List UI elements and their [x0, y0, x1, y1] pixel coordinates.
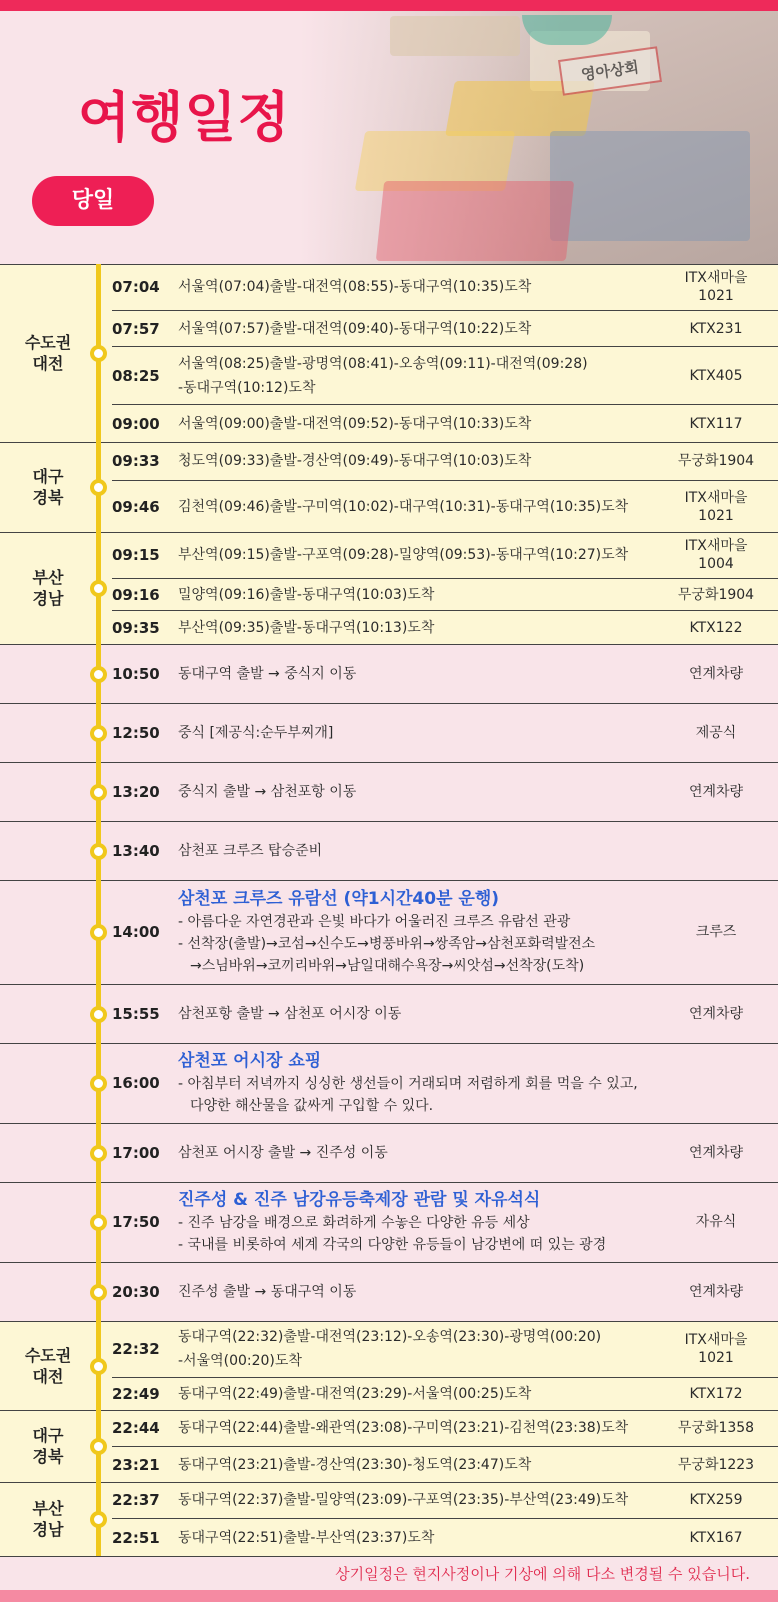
- fish-market-photo: [300, 11, 778, 264]
- train-number: KTX117: [689, 415, 743, 432]
- train-row: [112, 264, 778, 310]
- schedule-note: 연계차량: [688, 783, 744, 800]
- train-row: [112, 578, 778, 610]
- train-number: KTX167: [689, 1529, 743, 1546]
- schedule-desc: 중식 [제공식:순두부찌개]: [178, 724, 334, 741]
- departures-region-label: 부산 경남: [32, 568, 64, 608]
- train-time: 09:35: [112, 618, 160, 637]
- timeline-dot: [90, 784, 107, 801]
- train-row: [112, 442, 778, 480]
- schedule-note: 연계차량: [688, 1283, 744, 1300]
- train-route: 서울역(09:00)출발-대전역(09:52)-동대구역(10:33)도착: [178, 415, 532, 432]
- schedule-note: 제공식: [695, 724, 737, 741]
- schedule-desc: 삼천포 어시장 출발 → 진주성 이동: [178, 1144, 388, 1161]
- schedule-detail-line: - 아침부터 저녁까지 싱싱한 생선들이 거래되며 저렴하게 회를 먹을 수 있고,: [178, 1076, 638, 1092]
- timeline-dot: [90, 843, 107, 860]
- timeline-dot: [90, 580, 107, 597]
- schedule-time: 12:50: [112, 723, 160, 742]
- schedule-time: 14:00: [112, 923, 160, 941]
- schedule-desc: 동대구역 출발 → 중식지 이동: [178, 665, 357, 682]
- train-row: [112, 1410, 778, 1446]
- timeline-dot: [90, 479, 107, 496]
- train-row: [112, 1321, 778, 1377]
- schedule-note: 연계차량: [688, 665, 744, 682]
- train-time: 09:15: [112, 546, 160, 564]
- train-time: 22:51: [112, 1528, 160, 1547]
- schedule-desc: 중식지 출발 → 삼천포항 이동: [178, 783, 357, 800]
- schedule-time: 17:00: [112, 1143, 160, 1162]
- footer-notice: 상기일정은 현지사정이나 기상에 의해 다소 변경될 수 있습니다.: [0, 1556, 778, 1590]
- timeline-dot: [90, 1214, 107, 1231]
- schedule-detail-line: - 국내를 비롯하여 세계 각국의 다양한 유등들이 남강변에 떠 있는 광경: [178, 1237, 607, 1253]
- train-row: [112, 346, 778, 404]
- timeline-dot: [90, 1006, 107, 1023]
- train-time: 09:16: [112, 585, 160, 604]
- timeline-dot: [90, 345, 107, 362]
- schedule-time: 13:40: [112, 841, 160, 860]
- timeline-dot: [90, 1511, 107, 1528]
- train-number: 무궁화1223: [677, 1456, 755, 1473]
- train-number: KTX172: [689, 1386, 743, 1402]
- schedule-time: 10:50: [112, 664, 160, 683]
- train-route: 청도역(09:33)출발-경산역(09:49)-동대구역(10:03)도착: [178, 453, 532, 469]
- schedule-highlight-title: 삼천포 크루즈 유람선 (약1시간40분 운행): [178, 889, 500, 909]
- train-route: 서울역(07:04)출발-대전역(08:55)-동대구역(10:35)도착: [178, 279, 532, 295]
- timeline-dot: [90, 1145, 107, 1162]
- schedule-detail-line: 다양한 해산물을 값싸게 구입할 수 있다.: [190, 1098, 434, 1114]
- train-route: 서울역(08:25)출발-광명역(08:41)-오송역(09:11)-대전역(09:28) -동대구역(10:12)도착: [178, 355, 588, 396]
- train-route: 부산역(09:15)출발-구포역(09:28)-밀양역(09:53)-동대구역(10:27)도착: [178, 547, 629, 563]
- train-number: ITX새마을 1004: [684, 538, 748, 572]
- train-number: KTX231: [689, 320, 743, 337]
- train-number: 무궁화1904: [677, 586, 755, 603]
- train-route: 동대구역(22:32)출발-대전역(23:12)-오송역(23:30)-광명역(00:20) -서울역(00:20)도착: [178, 1329, 602, 1369]
- schedule-desc: 진주성 출발 → 동대구역 이동: [178, 1283, 357, 1300]
- page-title: 여행일정: [78, 86, 291, 149]
- schedule-time: 15:55: [112, 1004, 160, 1023]
- timeline-dot: [90, 1438, 107, 1455]
- schedule-highlight-title: 진주성 & 진주 남강유등축제장 관람 및 자유석식: [178, 1190, 541, 1210]
- timeline-dot: [90, 1075, 107, 1092]
- returns-region-label: 부산 경남: [32, 1499, 64, 1539]
- schedule-desc: [178, 1188, 668, 1256]
- schedule-item: [112, 703, 778, 762]
- train-time: 09:00: [112, 414, 160, 433]
- train-row: [112, 310, 778, 346]
- timeline-dot: [90, 666, 107, 683]
- train-route: 부산역(09:35)출발-동대구역(10:13)도착: [178, 619, 435, 636]
- train-time: 23:21: [112, 1455, 160, 1474]
- train-time: 22:32: [112, 1340, 160, 1358]
- schedule-note: 연계차량: [688, 1005, 744, 1022]
- departures-region-label: 대구 경북: [32, 467, 64, 507]
- train-number: ITX새마을 1021: [684, 270, 748, 304]
- train-time: 07:04: [112, 278, 160, 296]
- train-number: 무궁화1358: [677, 1420, 755, 1436]
- train-route: 서울역(07:57)출발-대전역(09:40)-동대구역(10:22)도착: [178, 320, 532, 337]
- schedule-time: 16:00: [112, 1074, 160, 1092]
- bottom-accent-bar: [0, 1590, 778, 1602]
- train-route: 밀양역(09:16)출발-동대구역(10:03)도착: [178, 586, 435, 603]
- train-number: 무궁화1904: [677, 453, 755, 469]
- departures-region-label: 수도권 대전: [24, 333, 72, 373]
- hero-banner: [0, 11, 778, 264]
- train-row: [112, 1446, 778, 1482]
- schedule-item: [112, 1123, 778, 1182]
- schedule-desc: [178, 1049, 668, 1117]
- schedule-item: [112, 1043, 778, 1123]
- timeline-dot: [90, 725, 107, 742]
- train-time: 08:25: [112, 366, 160, 385]
- schedule-item: [112, 984, 778, 1043]
- train-number: KTX122: [689, 619, 743, 636]
- day-badge: 당일: [32, 176, 154, 226]
- train-time: 07:57: [112, 319, 160, 338]
- train-number: ITX새마을 1021: [684, 489, 748, 524]
- schedule-detail-line: →스님바위→코끼리바위→남일대해수욕장→씨앗섬→선착장(도착): [190, 958, 585, 974]
- train-number: KTX259: [689, 1492, 743, 1508]
- train-row: [112, 1377, 778, 1410]
- schedule-detail-line: - 선착장(출발)→코섬→신수도→병풍바위→쌍족암→삼천포화력발전소: [178, 936, 596, 952]
- train-time: 22:37: [112, 1491, 160, 1509]
- schedule-time: 13:20: [112, 782, 160, 801]
- schedule-highlight-title: 삼천포 어시장 쇼핑: [178, 1051, 322, 1071]
- returns-region-label: 수도권 대전: [24, 1345, 72, 1386]
- top-accent-bar: [0, 0, 778, 11]
- schedule-item: [112, 821, 778, 880]
- train-route: 김천역(09:46)출발-구미역(10:02)-대구역(10:31)-동대구역(10:35)도착: [178, 498, 629, 515]
- schedule-item: [112, 762, 778, 821]
- train-time: 22:49: [112, 1385, 160, 1403]
- schedule-desc: 삼천포 크루즈 탑승준비: [178, 842, 323, 859]
- schedule-item: [112, 644, 778, 703]
- schedule-note: 연계차량: [688, 1144, 744, 1161]
- schedule-time: 17:50: [112, 1213, 160, 1231]
- schedule-time: 20:30: [112, 1282, 160, 1301]
- timeline-dot: [90, 1284, 107, 1301]
- shop-sign: 영아상회: [558, 46, 662, 96]
- schedule-detail-line: - 진주 남강을 배경으로 화려하게 수놓은 다양한 유등 세상: [178, 1215, 530, 1231]
- train-route: 동대구역(22:37)출발-밀양역(23:09)-구포역(23:35)-부산역(23:49)도착: [178, 1492, 629, 1508]
- train-route: 동대구역(22:49)출발-대전역(23:29)-서울역(00:25)도착: [178, 1386, 532, 1402]
- schedule-note: 크루즈: [695, 924, 737, 940]
- schedule-desc: [178, 887, 668, 977]
- train-row: [112, 610, 778, 644]
- schedule-item: [112, 1182, 778, 1262]
- timeline-dot: [90, 1358, 107, 1375]
- train-row: [112, 532, 778, 578]
- train-time: 09:33: [112, 452, 160, 470]
- schedule-desc: 삼천포항 출발 → 삼천포 어시장 이동: [178, 1005, 402, 1022]
- train-row: [112, 1518, 778, 1556]
- train-number: ITX새마을 1021: [684, 1332, 748, 1366]
- schedule-item: [112, 880, 778, 984]
- train-route: 동대구역(23:21)출발-경산역(23:30)-청도역(23:47)도착: [178, 1456, 532, 1473]
- timeline-dot: [90, 924, 107, 941]
- train-number: KTX405: [689, 367, 743, 384]
- schedule-item: [112, 1262, 778, 1321]
- returns-region-label: 대구 경북: [32, 1426, 64, 1466]
- train-row: [112, 480, 778, 532]
- schedule-note: 자유식: [695, 1214, 737, 1230]
- train-route: 동대구역(22:51)출발-부산역(23:37)도착: [178, 1529, 435, 1546]
- train-row: [112, 1482, 778, 1518]
- train-row: [112, 404, 778, 442]
- schedule-detail-line: - 아름다운 자연경관과 은빛 바다가 어울러진 크루즈 유람선 관광: [178, 914, 571, 930]
- train-route: 동대구역(22:44)출발-왜관역(23:08)-구미역(23:21)-김천역(23:38)도착: [178, 1420, 629, 1436]
- train-time: 09:46: [112, 497, 160, 516]
- train-time: 22:44: [112, 1419, 160, 1437]
